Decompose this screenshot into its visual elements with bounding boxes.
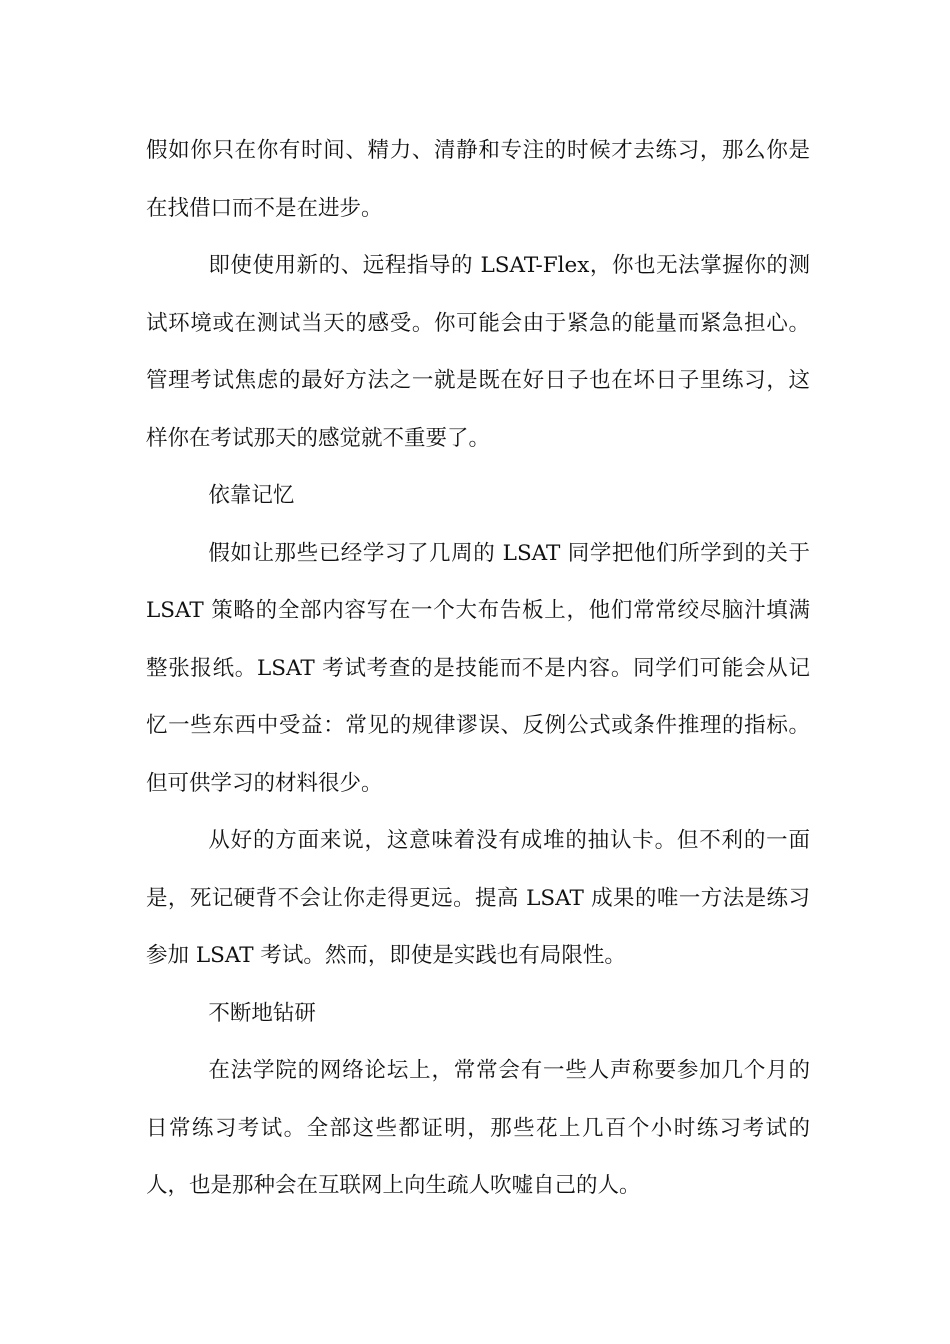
paragraph-5: 在法学院的网络论坛上，常常会有一些人声称要参加几个月的日常练习考试。全部这些都证明，那些花上几百个小时练习考试的人，也是那种会在互联网上向生疏人吹嘘自己的人。	[146, 1058, 810, 1198]
paragraph-4: 从好的方面来说，这意味着没有成堆的抽认卡。但不利的一面是，死记硬背不会让你走得更远。提高 LSAT 成果的唯一方法是练习参加 LSAT 考试。然而，即使是实践也有局限性。	[146, 828, 810, 968]
document-body	[146, 122, 810, 1215]
section-heading-study: 不断地钻研	[208, 1000, 316, 1026]
section-heading-memory: 依靠记忆	[208, 483, 295, 508]
paragraph-1: 假如你只在你有时间、精力、清静和专注的时候才去练习，那么你是在找借口而不是在进步。	[146, 138, 810, 221]
paragraph-2: 即使使用新的、远程指导的 LSAT-Flex，你也无法掌握你的测试环境或在测试当天的感受。你可能会由于紧急的能量而紧急担心。管理考试焦虑的最好方法之一就是既在好日子也在坏日子里练习，这样你在考试那天的感觉就不重要了。	[146, 253, 810, 451]
paragraph-3: 假如让那些已经学习了几周的 LSAT 同学把他们所学到的关于 LSAT 策略的全部内容写在一个大布告板上，他们常常绞尽脑汁填满整张报纸。LSAT 考试考查的是技能而不是内容。同学们可能会从记忆一些东西中受益：常见的规律谬误、反例公式或条件推理的指标。但可供学习的材料很少。	[146, 540, 810, 796]
